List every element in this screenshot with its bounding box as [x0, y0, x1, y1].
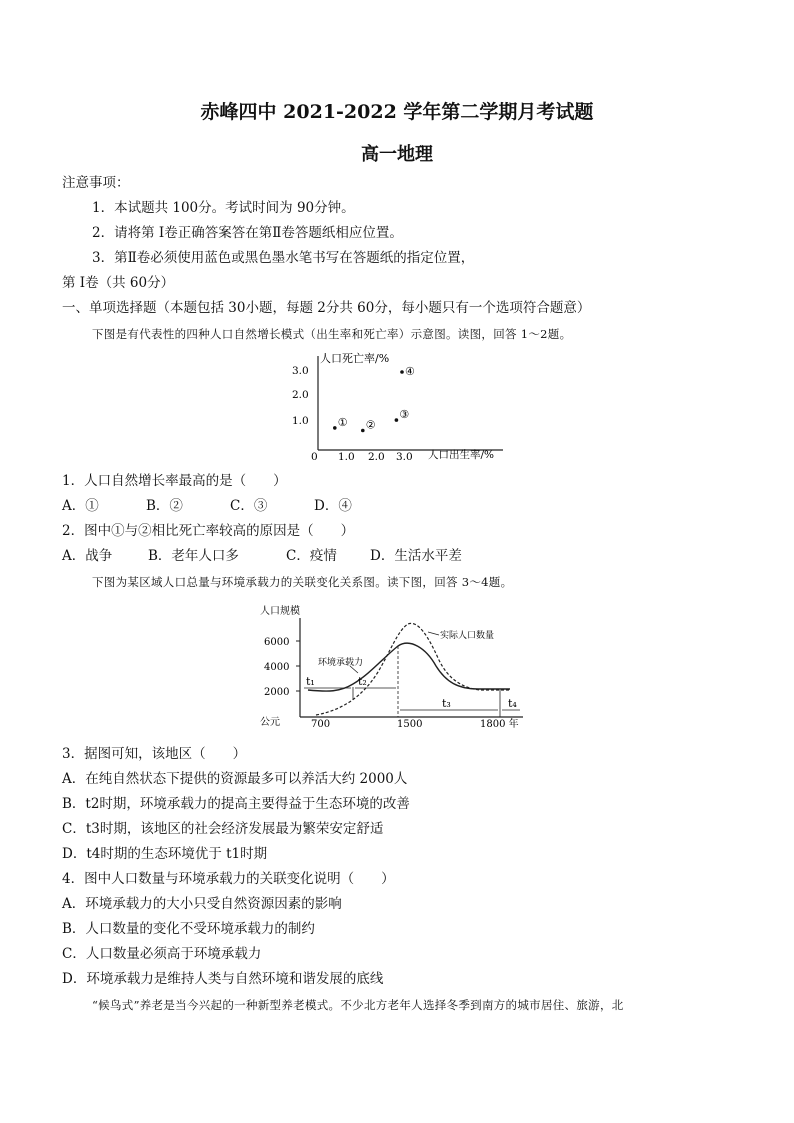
q1-stem: 1．人口自然增长率最高的是（ ） [62, 473, 287, 489]
q3-stem: 3．据图可知，该地区（ ） [62, 746, 247, 762]
intro-q3-4: 下图为某区域人口总量与环境承载力的关联变化关系图。读下图，回答 3～4题。 [92, 575, 513, 589]
chart1-xlabel: 人口出生率/% [428, 449, 495, 461]
chart2-ytick: 4000 [264, 662, 290, 673]
data-point-label: ② [365, 418, 376, 432]
q1-options [62, 497, 352, 515]
q4-stem: 4．图中人口数量与环境承载力的关联变化说明（ ） [62, 871, 395, 887]
q4-option-d[interactable]: D．环境承载力是维持人类与自然环境和谐发展的底线 [62, 971, 384, 987]
q1-option-a[interactable]: A．① [62, 498, 99, 514]
exam-title: 赤峰四中 2021-2022 学年第二学期月考试题 [200, 101, 594, 123]
q2-option-d[interactable]: D．生活水平差 [370, 548, 462, 564]
q2-option-a[interactable]: A．战争 [62, 548, 113, 564]
note-item: 3．第Ⅱ卷必须使用蓝色或黑色墨水笔书写在答题纸的指定位置， [92, 250, 475, 266]
note-item: 1．本试题共 100分。考试时间为 90分钟。 [92, 200, 355, 216]
label-actual-population: 实际人口数量 [440, 631, 495, 641]
label-capacity: 环境承载力 [318, 658, 364, 668]
population-growth-chart [278, 350, 518, 465]
notes-heading: 注意事项： [62, 175, 130, 191]
q2-option-c[interactable]: C．疫情 [286, 548, 337, 564]
chart2-ytick: 6000 [264, 637, 290, 648]
q3-option-b[interactable]: B．t2时期，环境承载力的提高主要得益于生态环境的改善 [62, 796, 410, 812]
chart2-xtick: 700 [311, 719, 331, 730]
exam-subject: 高一地理 [361, 144, 433, 165]
chart1-xtick: 3.0 [396, 451, 413, 463]
chart1-xtick: 2.0 [368, 451, 385, 463]
part1-heading: 第 I卷（共 60分） [62, 275, 175, 291]
q1-option-c[interactable]: C．③ [230, 498, 268, 514]
q3-option-d[interactable]: D．t4时期的生态环境优于 t1时期 [62, 846, 268, 862]
intro-q1-2: 下图是有代表性的四种人口自然增长模式（出生率和死亡率）示意图。读图，回答 1～2题。 [92, 327, 572, 341]
period-label-t2: t₂ [358, 675, 367, 688]
data-point [395, 418, 399, 422]
q3-option-c[interactable]: C．t3时期，该地区的社会经济发展最为繁荣安定舒适 [62, 821, 384, 837]
data-point-label: ③ [399, 408, 410, 422]
chart1-ytick: 3.0 [292, 365, 309, 377]
chart1-xtick: 1.0 [338, 451, 355, 463]
q3-option-a[interactable]: A．在纯自然状态下提供的资源最多可以养活大约 2000人 [62, 771, 408, 787]
q2-option-b[interactable]: B．老年人口多 [148, 548, 239, 564]
data-point-label: ④ [405, 365, 415, 378]
chart2-x-origin: 公元 [260, 717, 280, 728]
section-heading: 一、单项选择题（本题包括 30小题，每题 2分共 60分，每小题只有一个选项符合题意） [62, 300, 591, 316]
data-point [400, 370, 404, 374]
data-point-label: ① [337, 415, 348, 429]
q4-option-b[interactable]: B．人口数量的变化不受环境承载力的制约 [62, 921, 315, 937]
period-label-t3: t₃ [442, 697, 451, 710]
chart1-ytick: 2.0 [292, 389, 309, 401]
chart1-ylabel: 人口死亡率/% [320, 352, 390, 365]
q4-option-a[interactable]: A．环境承载力的大小只受自然资源因素的影响 [62, 896, 342, 912]
intro-q5: “候鸟式”养老是当今兴起的一种新型养老模式。不少北方老年人选择冬季到南方的城市居住、旅游，北 [92, 998, 624, 1012]
carrying-capacity-chart [258, 600, 538, 730]
chart1-xtick: 0 [311, 451, 318, 463]
q4-option-c[interactable]: C．人口数量必须高于环境承载力 [62, 946, 262, 962]
chart2-xtick: 1500 [397, 719, 423, 730]
period-label-t4: t₄ [508, 697, 517, 710]
data-point [361, 429, 365, 433]
q2-stem: 2．图中①与②相比死亡率较高的原因是（ ） [62, 523, 355, 539]
note-item: 2．请将第 I卷正确答案答在第Ⅱ卷答题纸相应位置。 [92, 225, 403, 241]
chart2-ylabel: 人口规模 [260, 606, 300, 617]
chart2-ytick: 2000 [264, 687, 290, 698]
chart2-xtick: 1800 年 [480, 719, 519, 730]
chart1-ytick: 1.0 [292, 415, 309, 427]
q1-option-b[interactable]: B．② [146, 498, 183, 514]
data-point [333, 426, 337, 430]
q2-options [62, 547, 462, 565]
q1-option-d[interactable]: D．④ [314, 498, 352, 514]
period-label-t1: t₁ [306, 675, 315, 688]
